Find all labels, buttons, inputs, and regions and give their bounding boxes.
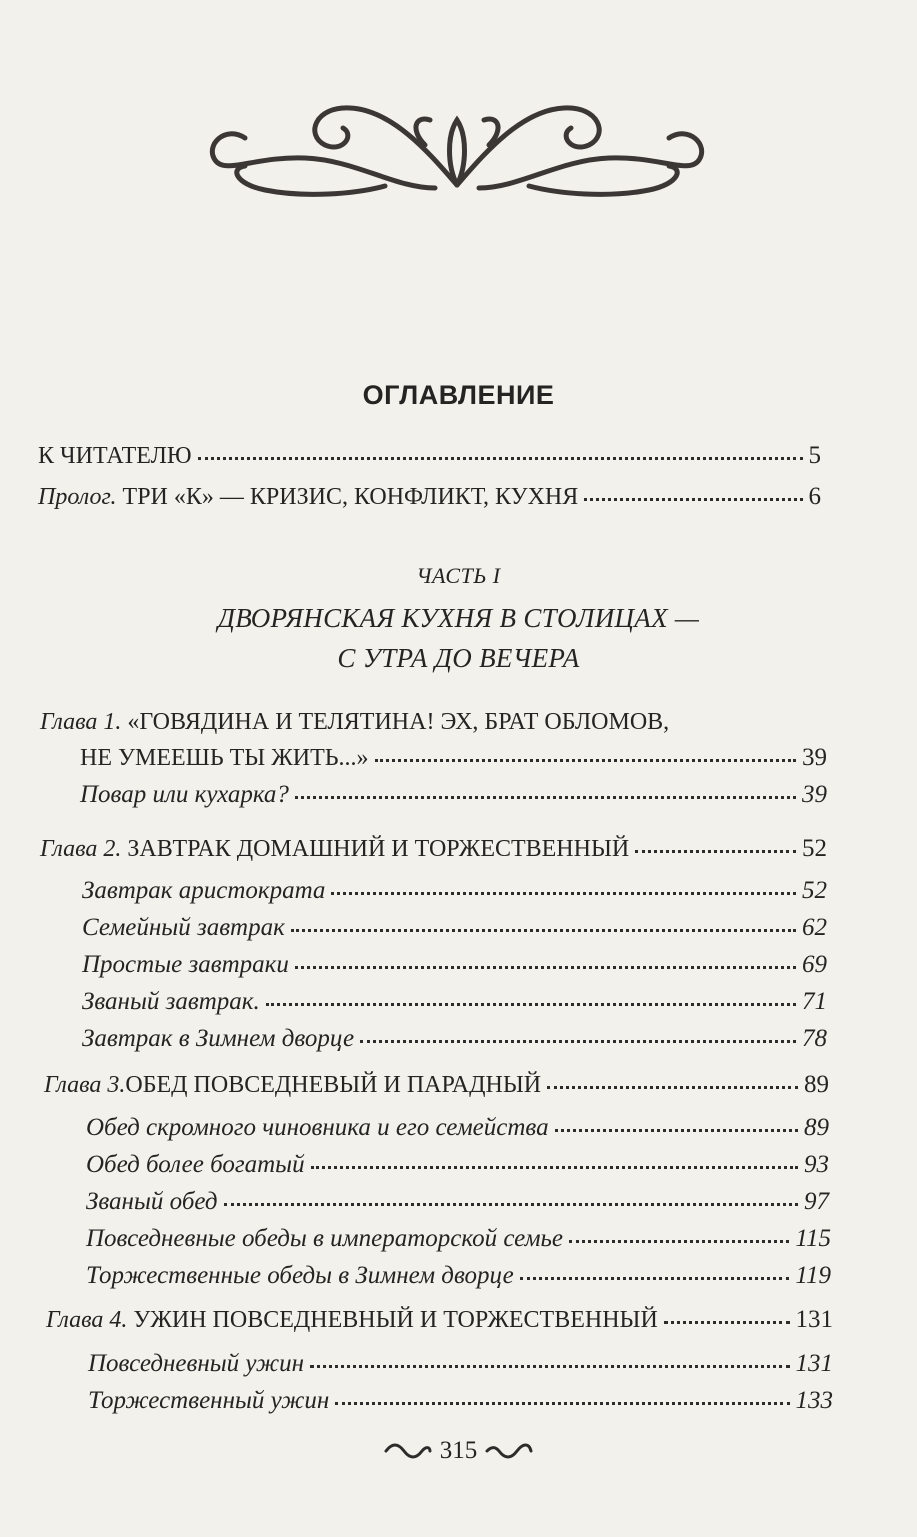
chapter-2-entry [40,834,827,864]
entry-page: 89 [804,1071,829,1098]
toc-section [82,876,827,906]
section-label: Семейный завтрак [82,914,285,941]
toc-section [86,1150,829,1180]
section-label: Завтрак аристократа [82,877,326,904]
chapter-prefix: Глава 3. [44,1072,126,1098]
wave-flourish-icon [485,1443,533,1459]
toc-entry-prologue [38,482,821,512]
section-label: Торжественный ужин [88,1387,330,1414]
entry-title: ТРИ «К» — КРИЗИС, КОНФЛИКТ, КУХНЯ [116,484,579,510]
chapter-3-entry [44,1070,829,1100]
dot-leader [375,758,796,762]
section-page: 119 [795,1262,831,1289]
section-label: Повседневный ужин [88,1350,305,1377]
toc-section [82,913,827,943]
toc-section [82,1024,827,1054]
section-page: 71 [802,988,827,1015]
toc-section [82,950,827,980]
chapter-1-title-line2 [80,743,827,773]
chapter-title: ЗАВТРАК ДОМАШНИЙ И ТОРЖЕСТВЕННЫЙ [121,836,630,862]
entry-label [40,834,629,864]
toc-section [82,987,827,1017]
section-label: Повар или кухарка? [80,781,289,808]
section-page: 39 [802,781,827,808]
toc-section [86,1187,829,1217]
chapter-prefix: Глава 4. [46,1307,128,1333]
dot-leader [331,891,796,895]
section-page: 52 [802,877,827,904]
section-label: Торжественные обеды в Зимнем дворце [86,1262,514,1289]
dot-leader [584,497,802,501]
dot-leader [664,1320,790,1324]
entry-page: 52 [802,835,827,862]
part-title-line1: ДВОРЯНСКАЯ КУХНЯ В СТОЛИЦАХ — [217,603,700,633]
entry-prefix: Пролог. [38,484,117,510]
dot-leader [224,1202,798,1206]
dot-leader [291,928,796,932]
dot-leader [295,965,796,969]
section-page: 133 [795,1387,833,1414]
dot-leader [311,1165,798,1169]
chapter-title: УЖИН ПОВСЕДНЕВНЫЙ И ТОРЖЕСТВЕННЫЙ [127,1307,658,1333]
section-label: Повседневные обеды в императорской семье [86,1225,564,1252]
entry-page: 131 [795,1306,833,1333]
section-page: 62 [802,914,827,941]
dot-leader [520,1276,790,1280]
entry-label [46,1305,658,1335]
toc-section [88,1386,833,1416]
dot-leader [335,1401,789,1405]
entry-label [38,482,578,512]
section-page: 93 [804,1151,829,1178]
entry-page: 6 [808,483,821,510]
dot-leader [555,1128,798,1132]
section-label: Завтрак в Зимнем дворце [82,1025,355,1052]
toc-section [86,1113,829,1143]
section-label: Обед более богатый [86,1151,305,1178]
section-page: 89 [804,1114,829,1141]
entry-page: 5 [808,442,821,469]
entry-label: НЕ УМЕЕШЬ ТЫ ЖИТЬ...» [80,745,369,771]
chapter-prefix: Глава 2. [40,836,122,862]
dot-leader [266,1002,796,1006]
chapter-4-entry [46,1305,833,1335]
dot-leader [547,1085,798,1089]
section-label: Простые завтраки [82,951,289,978]
section-page: 78 [802,1025,827,1052]
entry-label: К ЧИТАТЕЛЮ [38,443,192,469]
part-title-line2: С УТРА ДО ВЕЧЕРА [337,643,580,673]
chapter-prefix: Глава 1. [40,709,122,735]
chapter-title: ОБЕД ПОВСЕДНЕВЫЙ И ПАРАДНЫЙ [125,1072,542,1098]
page-title: ОГЛАВЛЕНИЕ [362,380,555,410]
part-label: ЧАСТЬ I [416,563,501,588]
section-label: Званый обед [86,1188,218,1215]
entry-page: 39 [802,744,827,771]
toc-section [86,1261,831,1291]
toc-section [86,1224,831,1254]
dot-leader [295,795,796,799]
dot-leader [310,1364,789,1368]
toc-section [88,1349,833,1379]
toc-section [80,780,827,810]
dot-leader [198,456,803,460]
dot-leader [635,849,796,853]
section-label: Обед скромного чиновника и его семейства [86,1114,549,1141]
chapter-title: «ГОВЯДИНА И ТЕЛЯТИНА! ЭХ, БРАТ ОБЛОМОВ, [121,709,670,735]
dot-leader [360,1039,796,1043]
wave-flourish-icon [384,1443,432,1459]
section-page: 97 [804,1188,829,1215]
section-page: 115 [795,1225,831,1252]
dot-leader [569,1239,789,1243]
section-page: 69 [802,951,827,978]
page-number: 315 [439,1437,478,1464]
section-page: 131 [795,1350,833,1377]
scroll-ornament-icon [185,90,730,200]
chapter-1-title-line1 [40,707,669,737]
section-label: Званый завтрак. [82,988,260,1015]
entry-label [44,1070,541,1100]
toc-entry-reader [38,441,821,471]
page-footer [0,1437,917,1465]
